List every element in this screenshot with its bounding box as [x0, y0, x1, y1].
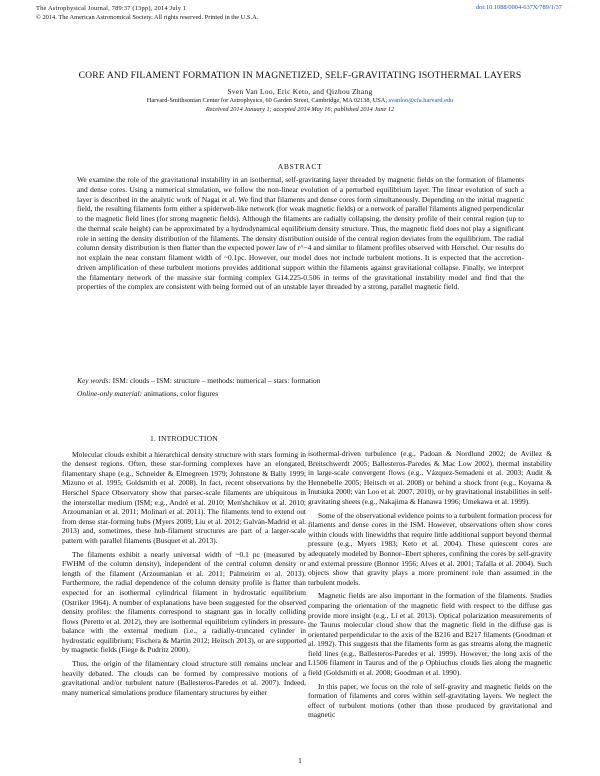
intro-paragraph: isothermal-driven turbulence (e.g., Padoan & Nordlund 2002; de Avillez & Breitschwerdt 2005; Ballesteros-Paredes & Mac Low 2002), thermal instability in large-scale convergent flows (e.g., Vázquez-Semadeni et al. 2003; Audit & Hennebelle 2005; Heitsch et al. 2008) or behind a shock front (e.g., Koyama & Inutsuka 2000; van Loo et al. 2007, 2010), or by gravitational instabilities in self-gravitating sheets (e.g., Nakajima & Hanawa 1996; Umekawa et al. 1999). [308, 449, 552, 506]
publication-dates: Received 2014 January 1; accepted 2014 May 16; published 2014 June 12 [205, 106, 395, 113]
intro-paragraph: Some of the observational evidence points to a turbulent formation process for filaments and dense cores in the ISM. However, observations often show cores within clouds with linewidths that require little additional support beyond thermal pressure (e.g., Myers 1983; Keto et al. 2004). These quiescent cores are adequately modeled by Bonnor–Ebert spheres, confining the cores by self-gravity and external pressure (Bonnor 1956; Alves et al. 2001; Tafalla et al. 2004). Such objects show that gravity plays a more prominent role than assumed in the turbulent models. [308, 510, 552, 587]
affiliation-text: Harvard-Smithsonian Center for Astrophysics, 60 Garden Street, Cambridge, MA 02138, USA; [146, 97, 388, 104]
paper-title: CORE AND FILAMENT FORMATION IN MAGNETIZED, SELF-GRAVITATING ISOTHERMAL LAYERS [78, 70, 522, 81]
left-column [62, 434, 306, 697]
right-column [308, 449, 552, 720]
copyright-line: © 2014. The American Astronomical Society. All rights reserved. Printed in the U.S.A. [36, 14, 259, 21]
abstract-text: We examine the role of the gravitational instability in an isothermal, self-gravitating layer threaded by magnetic fields on the formation of filaments and dense cores. Using a numerical simulation, we follow the non-linear evolution of a perturbed equilibrium layer. The linear evolution of such a layer is described in the analytic work of Nagai et al. We find that filaments and dense cores form simultaneously. Depending on the initial magnetic field, the resulting filaments form either a spiderweb-like network (for weak magnetic fields) or a network of parallel filaments aligned perpendicular to the magnetic field lines (for strong magnetic fields). Although the filaments are radially collapsing, the density profile of their central region (up to the thermal scale height) can be approximated by a hydrodynamical equilibrium density structure. Thus, the magnetic field does not play a significant role in setting the density distribution of the filaments. The density distribution outside of the central region deviates from the equilibrium. The radial column density distribution is then flatter than the expected power law of r^−4 and similar to filament profiles observed with Herschel. Our results do not explain the near constant filament width of ~0.1pc. However, our model does not include turbulent motions. It is expected that the accretion-driven amplification of these turbulent motions provides additional support within the filaments against gravitational collapse. Finally, we interpret the filamentary network of the massive star forming complex G14.225-0.506 in terms of the gravitational instability model and find that the properties of the complex are consistent with being formed out of an unstable layer threaded by a strong, parallel magnetic field. [77, 175, 524, 292]
keywords-label: Key words: [77, 376, 111, 385]
online-material-list: animations, color figures [143, 389, 219, 398]
intro-paragraph: Thus, the origin of the filamentary cloud structure still remains unclear and heavily debated. The clouds can be formed by compressive motions of a gravitational and/or turbulent nature (Ballesteros-Paredes et al. 2007). Indeed, many numerical simulations produce filamentary structures by either [62, 659, 306, 697]
affiliation [36, 97, 564, 105]
intro-paragraph: Molecular clouds exhibit a hierarchical density structure with stars forming in the densest regions. Often, these star-forming complexes have an elongated, filamentary shape (e.g., Schneider & Elmegreen 1979; Johnstone & Bally 1999; Mizuno et al. 1995; Goldsmith et al. 2008). In fact, recent observations by the Herschel Space Observatory show that parsec-scale filaments are ubiquitous in the interstellar medium (ISM; e.g., André et al. 2010; Men'shchikov et al. 2010; Arzoumanian et al. 2011; Molinari et al. 2011). The filaments tend to extend out from dense star-forming hubs (Myers 2009; Liu et al. 2012; Galván-Madrid et al. 2013) and, sometimes, these hub-filament structures are part of a larger-scale pattern with parallel filaments (Busquet et al. 2013). [62, 449, 306, 545]
keywords [77, 376, 524, 385]
online-material [77, 389, 524, 398]
journal-citation: The Astrophysical Journal, 789:37 (13pp), 2014 July 1 [36, 5, 187, 12]
page-number: 1 [298, 756, 302, 765]
online-material-label: Online-only material: [77, 389, 143, 398]
section-heading-introduction: 1. INTRODUCTION [150, 434, 218, 443]
keywords-list: ISM: clouds – ISM: structure – methods: numerical – stars: formation [112, 376, 321, 385]
intro-paragraph: In this paper, we focus on the role of self-gravity and magnetic fields on the formation of filaments and cores within self-gravitating layers. We neglect the effect of turbulent motions (other than those produced by gravitational and magnetic [308, 681, 552, 720]
author-list: Sven Van Loo, Eric Keto, and Qizhou Zhang [227, 87, 373, 96]
doi-link[interactable]: doi:10.1088/0004-637X/789/1/37 [475, 4, 562, 11]
abstract-heading: ABSTRACT [277, 162, 323, 171]
author-email-link[interactable]: svanloo@cfa.harvard.edu [388, 97, 454, 104]
intro-paragraph: Magnetic fields are also important in the formation of the filaments. Studies comparing the orientation of the magnetic field with respect to the diffuse gas provide more insight (e.g., Li et al. 2013). Optical polarization measurements of the Taurus molecular cloud show that the magnetic field in the diffuse gas is orientated perpendicular to the axis of the B216 and B217 filaments (Goodman et al. 1992). This suggests that the filaments form as gas streams along the magnetic field lines (e.g., Ballesteros-Paredes et al. 1999). However, the long axis of the L1506 filament in Taurus and of the ρ Ophiuchus clouds lies along the magnetic field (Goldsmith et al. 2008; Goodman et al. 1990). [308, 591, 552, 678]
running-header [36, 4, 258, 22]
intro-paragraph: The filaments exhibit a nearly universal width of ~0.1 pc (measured by FWHM of the column density), independent of the central column density or length of the filament (Arzoumanian et al. 2011; Palmeirim et al. 2013). Furthermore, the radial dependence of the column density profile is flatter than expected for an isothermal cylindrical filament in hydrostatic equilibrium (Ostriker 1964). A number of explanations have been suggested for the observed density profiles: the filaments correspond to stagnant gas in locally colliding flows (Peretto et al. 2012), they are isothermal equilibrium cylinders in pressure-balance with the external medium (i.e., a radially-truncated cylinder in hydrostatic equilibrium; Fischera & Martin 2012; Heitsch 2013), or are supported by magnetic fields (Fiege & Pudritz 2000). [62, 549, 306, 655]
